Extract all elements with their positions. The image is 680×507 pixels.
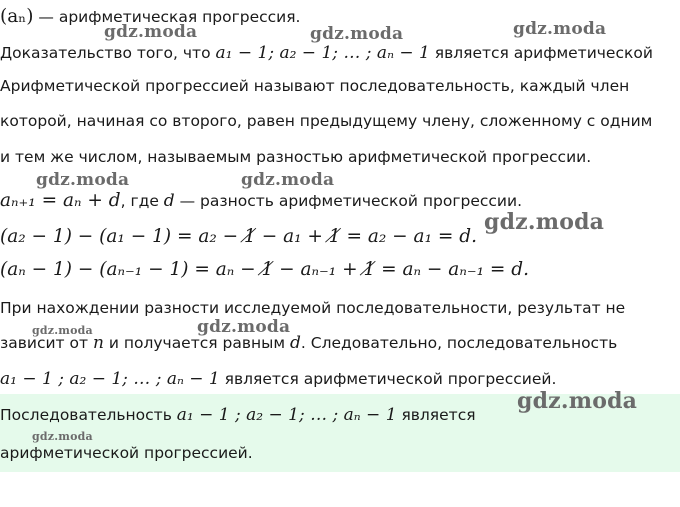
line-definition-3: и тем же числом, называемым разностью арифметической прогрессии. — [0, 148, 592, 166]
line-conclusion-3: a₁ − 1 ; a₂ − 1; … ; aₙ − 1 является арифметической прогрессией. — [0, 369, 557, 389]
watermark: gdz.moda — [241, 170, 335, 190]
watermark: gdz.moda — [104, 22, 198, 42]
watermark: gdz.moda — [517, 388, 638, 414]
watermark: gdz.moda — [197, 317, 291, 337]
watermark: gdz.moda — [32, 324, 93, 337]
line-proof-statement: Доказательство того, что a₁ − 1; a₂ − 1; … ; aₙ − 1 является арифметической — [0, 43, 653, 63]
watermark: gdz.moda — [310, 24, 404, 44]
watermark: gdz.moda — [36, 170, 130, 190]
line-definition-1: Арифметической прогрессией называют последовательность, каждый член — [0, 77, 630, 95]
watermark: gdz.moda — [32, 430, 93, 443]
line-recurrence-formula: aₙ₊₁ = aₙ + d, где d — разность арифметической прогрессии. — [0, 190, 522, 211]
line-conclusion-1: При нахождении разности исследуемой последовательности, результат не — [0, 299, 626, 317]
line-sequence-intro: (aₙ) — арифметическая прогрессия. — [0, 6, 301, 27]
line-difference-formula-2: (aₙ − 1) − (aₙ₋₁ − 1) = aₙ − 1̸ − aₙ₋₁ + 1̸ = aₙ − aₙ₋₁ = d. — [0, 259, 530, 280]
answer-line-1: Последовательность a₁ − 1 ; a₂ − 1; … ; aₙ − 1 является — [0, 405, 476, 425]
line-definition-2: которой, начиная со второго, равен предыдущему члену, сложенному с одним — [0, 112, 653, 130]
watermark: gdz.moda — [513, 19, 607, 39]
watermark: gdz.moda — [484, 209, 605, 235]
line-difference-formula-1: (a₂ − 1) − (a₁ − 1) = a₂ − 1̸ − a₁ + 1̸ = a₂ − a₁ = d. — [0, 226, 477, 247]
line-conclusion-2: зависит от n и получается равным d. Следовательно, последовательность — [0, 333, 618, 353]
answer-line-2: арифметической прогрессией. — [0, 444, 253, 462]
